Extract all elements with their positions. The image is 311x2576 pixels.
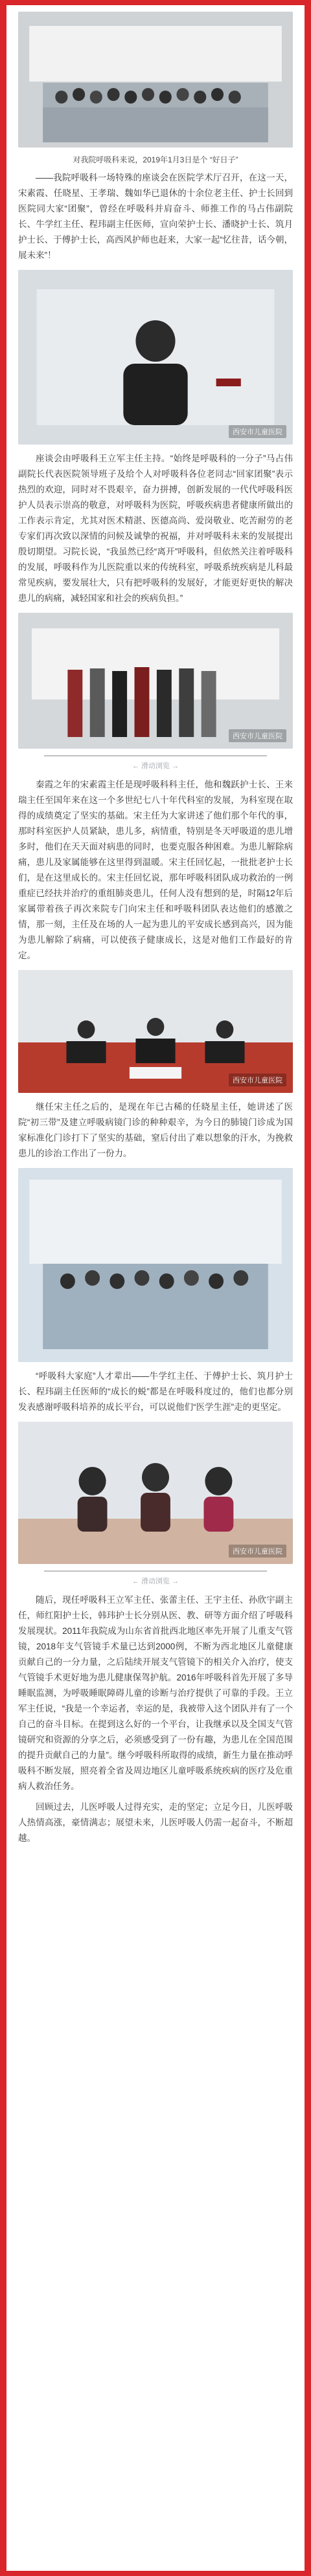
paragraph-6: 随后，现任呼吸科王立军主任、张蕾主任、王宇主任、孙欣宇副主任，师红阳护士长，韩玮护士长分别从医、教、研等方面介绍了呼吸科发展现状。2011年我院成为山东省首批西北地区率先开展了儿重支气管镜，2018年支气管镜手术量已达到2000例，不断为西北地区儿童健康贡献自己的一分力量，之后陆续开展支气管镜下的相关介入治疗，使支气管镜手术更好地为患儿健康保驾护航。2016年呼吸科首先开展了多导睡眠监测，为呼吸睡眠障碍儿童的诊断与治疗提供了可靠的手段。王立军主任说，“我是一个幸运者，幸运的是，我被带入这个团队并有了一个自己的奋斗目标。在提到这么好的一个平台，让我继承以及全国支气管镜研究和资源的分享之后，必须感受到了一份有趣，为患儿在全国范围的提升贡献自己的力量”。继今呼吸科所取得的成绩，新生力量在推动呼吸科不断发展，照亮着全省及周边地区儿童呼吸系统疾病的医疗及危重病人救治任务。 <box>18 1595 293 1791</box>
article-content <box>6 12 305 1846</box>
paragraph-3: 秦霞之年的宋素霞主任是现呼吸科科主任，他和魏跃护士长、王来瑞主任至国年来在这一个多世纪七八十年代科室的发展，为科室现在取得的成绩奠定了坚实的基础。宋主任为大家讲述了他们那个年代的事，那时科室医护人员紧缺，患儿多，病情重，特别是冬天呼吸道的患儿增多时，他们在天天面对病患的同时，也要克服各种困难。为患儿解除病痛，患儿及家属能够在这里得到温暖。宋主任回忆起，一批批老护士长们，是在这里成长的。宋主任回忆说，那年呼吸科团队成功救治的一例重症已经扶并治疗的重组肺炎患儿，任何人没有想到的是，时隔12年后家属带着孩子再次来院专门向宋主任和呼吸科团队表达他们的感激之情，那一刻，主任及在场的人一起为患儿的平安成长感到高兴，因为能为患儿解除了病痛，可以使孩子健康成长，这是对他们工作最好的肯定。 <box>18 780 293 960</box>
group-photo <box>18 12 293 148</box>
paragraph-2: 座谈会由呼吸科王立军主任主持。“始终是呼吸科的一分子”马占伟副院长代表医院领导班子及给个人对呼吸科各位老同志“回家团聚”表示热烈的欢迎，同时对不畏艰辛，奋力拼搏，创新发展的一代代呼吸科医护人员表示崇高的敬意，对呼吸科为医院，呼吸疾病患者健康所做出的工作表示肯定，尤其对医术精湛、医德高尚、爱岗敬业、吃苦耐劳的老专家们再次致以深情的问候及诚挚的祝福，并对呼吸科未来的发展提出殷切期望。习院长说，“我虽然已经“离开”呼吸科，但依然关注着呼吸科的发展，呼吸科作为儿医院重以来的传统科室，呼吸系统疾病是儿科最常见疾病，要发展壮大，只有把呼吸科的发展好，才能更好更快的解决患儿的病痛，减轻国家和社会的疾病负担。” <box>18 454 293 603</box>
paragraph-5: “呼吸科大家庭”人才辈出——牛学红主任、于傅护士长、筑月护士长、程玮副主任医师的“成长的蜕”都是在呼吸科度过的，他们也都分别发表感谢呼吸科培养的成长平台，可以说他们“医学生涯”走的更坚定。 <box>18 1371 293 1412</box>
meeting-table-photo <box>18 970 293 1093</box>
swipe-divider <box>44 1570 267 1572</box>
group-photo-image <box>18 12 293 148</box>
room-photo-image <box>18 1168 293 1362</box>
paragraph-7: 回顾过去，儿医呼吸人过得充实，走的坚定；立足今日，儿医呼吸人热情高涨，豪情满志；展望未来，儿医呼吸人仍需一起奋斗，不断超越。 <box>18 1802 293 1843</box>
speaker-photo <box>18 270 293 445</box>
group-standing-photo <box>18 613 293 749</box>
speaker-photo-image <box>18 270 293 445</box>
group-standing-photo-image <box>18 613 293 749</box>
photo-watermark: 西安市儿童医院 <box>229 1545 286 1558</box>
photo-watermark: 西安市儿童医院 <box>229 425 286 438</box>
room-photo <box>18 1168 293 1362</box>
swipe-hint[interactable]: ← 滑动浏览 → <box>132 1578 179 1585</box>
three-women-photo-image <box>18 1422 293 1564</box>
paragraph-1: ——我院呼吸科一场特殊的座谈会在医院学术厅召开，在这一天，宋素霞、任晓星、王孝瑞、魏如华已退休的十余位老主任、护士长回到医院同大家“团聚”，曾经在呼吸科并肩奋斗、师推工作的马占伟副院长、牛学红主任、程玮副主任医师，宣向荣护士长、潘晓护士长、筑月护士长、于傅护士长，高西风护师也赶来，大家一起“忆往昔，话今朝，展未来”！ <box>18 173 293 260</box>
paragraph-4: 继任宋主任之后的，是现在年已古稀的任晓星主任，她讲述了医院“初三带”及建立呼吸病镜门诊的种种艰辛，为今日的肺镜门诊成为国家标准化门诊打下了坚实的基础，窒后付出了难以想象的汗水，为挽救患儿的诊治工作出了一份力。 <box>18 1102 293 1158</box>
photo-watermark: 西安市儿童医院 <box>229 729 286 742</box>
swipe-hint[interactable]: ← 滑动浏览 → <box>132 762 179 770</box>
three-women-photo <box>18 1422 293 1564</box>
photo-caption-top: 对我院呼吸科来说，2019年1月3日是个 “好日子” <box>73 155 238 164</box>
swipe-divider <box>44 755 267 756</box>
photo-watermark: 西安市儿童医院 <box>229 1073 286 1086</box>
